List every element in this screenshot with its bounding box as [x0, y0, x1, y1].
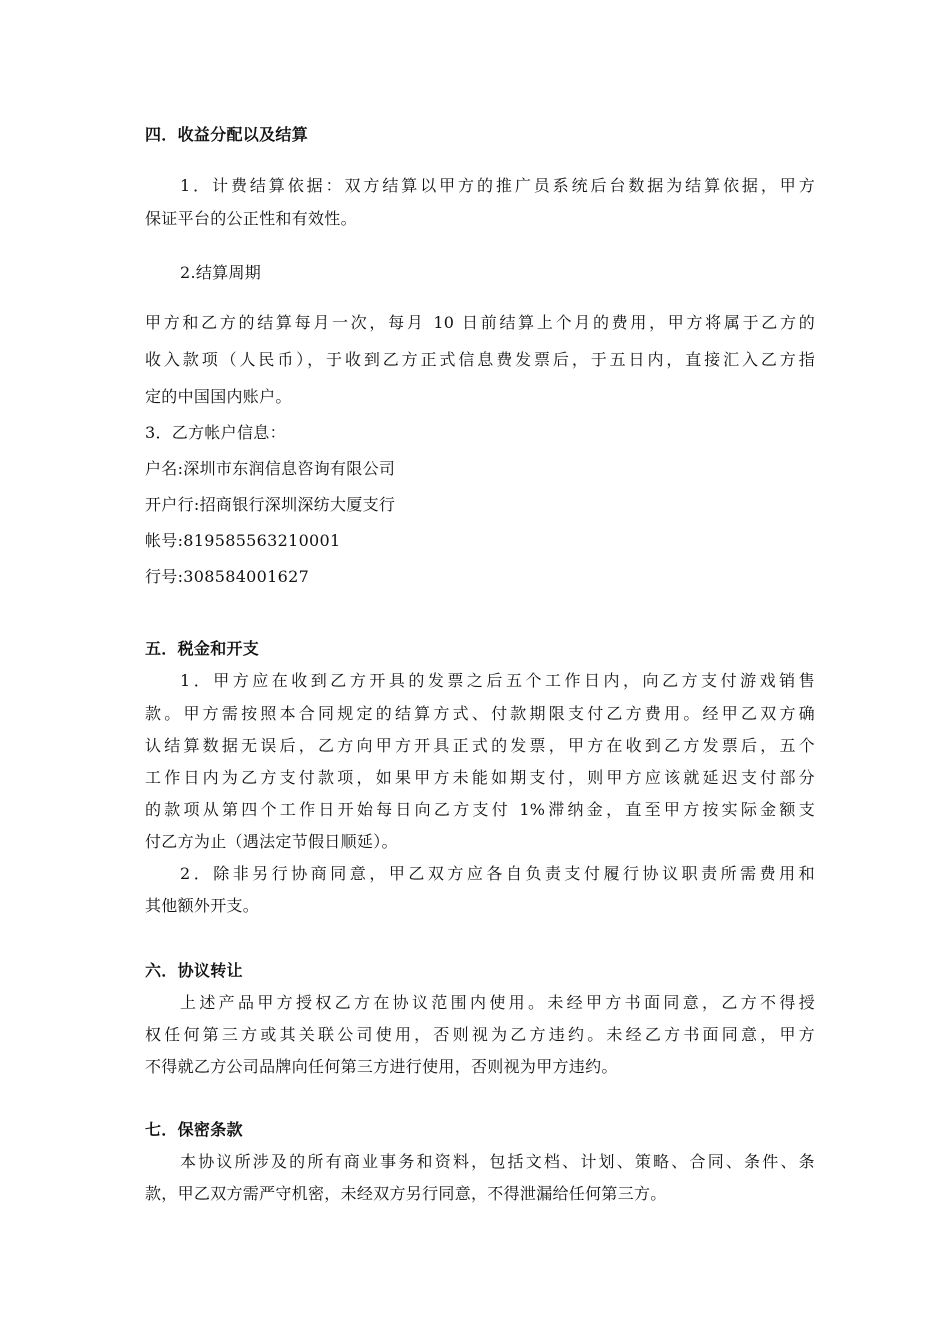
section-4-title: 四．收益分配以及结算 — [145, 125, 309, 144]
section-5-item-1-line-6: 付乙方为止（遇法定节假日顺延）。 — [145, 832, 398, 851]
section-4-item-2-heading: 2.结算周期 — [180, 263, 262, 282]
section-4-item-1-line-1: 1．计费结算依据：双方结算以甲方的推广员系统后台数据为结算依据，甲方 — [180, 176, 815, 195]
section-5-item-1-line-1: 1．甲方应在收到乙方开具的发票之后五个工作日内，向乙方支付游戏销售 — [180, 671, 815, 690]
section-6-title: 六．协议转让 — [145, 961, 243, 980]
section-5-item-1-line-5: 的款项从第四个工作日开始每日向乙方支付 1%滞纳金，直至甲方按实际金额支 — [145, 800, 815, 819]
section-7-line-1: 本协议所涉及的所有商业事务和资料，包括文档、计划、策略、合同、条件、条 — [180, 1152, 815, 1171]
section-4-item-2-line-1: 甲方和乙方的结算每月一次，每月 10 日前结算上个月的费用，甲方将属于乙方的 — [145, 313, 815, 332]
section-5-item-2-line-2: 其他额外开支。 — [145, 896, 260, 915]
section-5-item-1-line-2: 款。甲方需按照本合同规定的结算方式、付款期限支付乙方费用。经甲乙双方确 — [145, 704, 815, 723]
section-5-item-1-line-4: 工作日内为乙方支付款项，如果甲方未能如期支付，则甲方应该就延迟支付部分 — [145, 768, 815, 787]
bank-number: 行号:308584001627 — [145, 567, 310, 586]
section-6-line-2: 权任何第三方或其关联公司使用，否则视为乙方违约。未经乙方书面同意，甲方 — [145, 1025, 815, 1044]
section-7-title: 七．保密条款 — [145, 1120, 243, 1139]
section-6-line-1: 上述产品甲方授权乙方在协议范围内使用。未经甲方书面同意，乙方不得授 — [180, 993, 815, 1012]
section-6-line-3: 不得就乙方公司品牌向任何第三方进行使用，否则视为甲方违约。 — [145, 1057, 618, 1076]
section-4-item-2-line-3: 定的中国国内账户。 — [145, 387, 292, 406]
account-number: 帐号:819585563210001 — [145, 531, 341, 550]
account-bank: 开户行:招商银行深圳深纺大厦支行 — [145, 495, 396, 514]
section-5-item-1-line-3: 认结算数据无误后，乙方向甲方开具正式的发票，甲方在收到乙方发票后，五个 — [145, 736, 815, 755]
section-4-item-2-line-2: 收入款项（人民币），于收到乙方正式信息费发票后，于五日内，直接汇入乙方指 — [145, 350, 815, 369]
section-4-item-3-heading: 3．乙方帐户信息： — [145, 423, 286, 442]
section-5-title: 五．税金和开支 — [145, 639, 260, 658]
account-name: 户名:深圳市东润信息咨询有限公司 — [145, 459, 396, 478]
section-7-line-2: 款，甲乙双方需严守机密，未经双方另行同意，不得泄漏给任何第三方。 — [145, 1184, 667, 1203]
section-4-item-1-line-2: 保证平台的公正性和有效性。 — [145, 209, 357, 228]
section-5-item-2-line-1: 2．除非另行协商同意，甲乙双方应各自负责支付履行协议职责所需费用和 — [180, 864, 815, 883]
